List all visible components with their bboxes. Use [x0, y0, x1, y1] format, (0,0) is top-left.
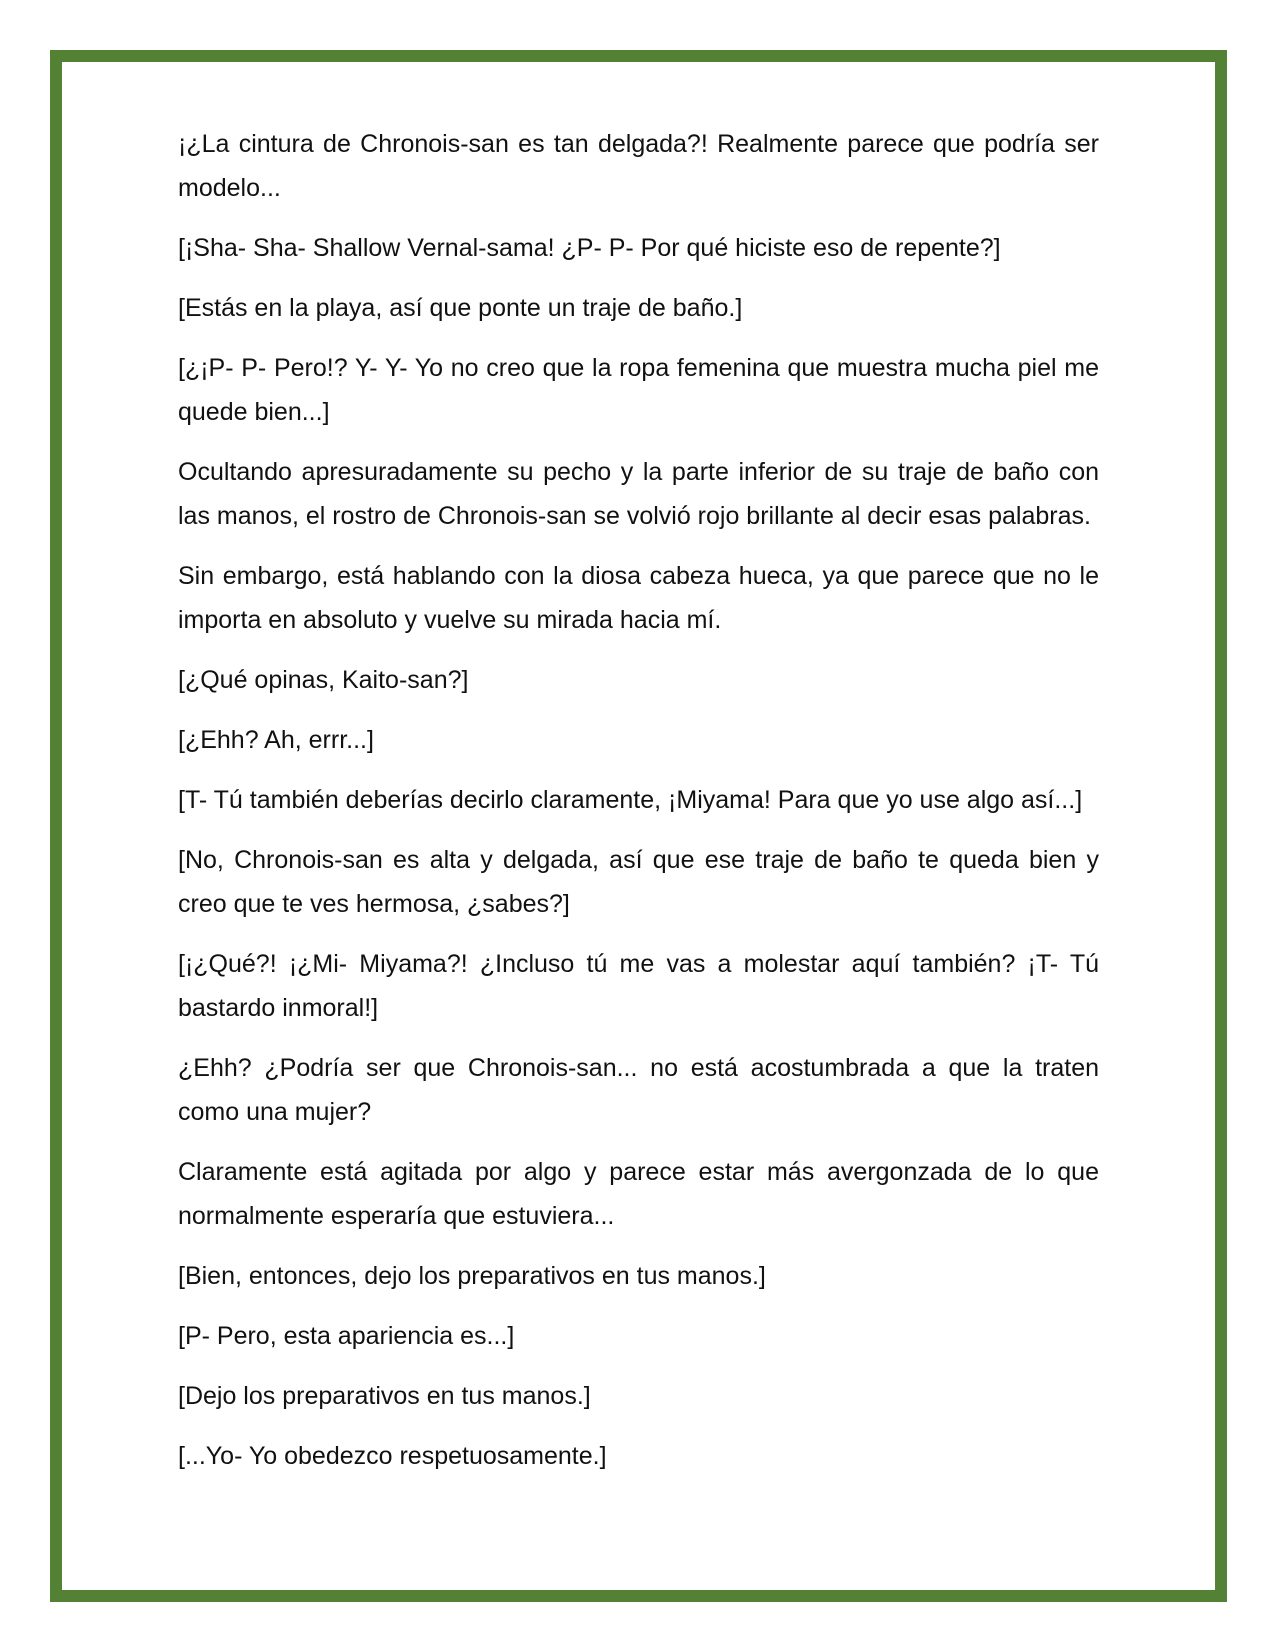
paragraph: Claramente está agitada por algo y parece estar más avergonzada de lo que normalmente esperaría que estuviera... [178, 1158, 1099, 1230]
paragraph: [¡Sha- Sha- Shallow Vernal-sama! ¿P- P- Por qué hiciste eso de repente?] [178, 234, 1001, 262]
paragraph: [¿¡P- P- Pero!? Y- Y- Yo no creo que la ropa femenina que muestra mucha piel me quede bien...] [178, 354, 1099, 426]
paragraph: Ocultando apresuradamente su pecho y la parte inferior de su traje de baño con las manos, el rostro de Chronois-san se volvió rojo brillante al decir esas palabras. [178, 458, 1099, 530]
paragraph: [¿Ehh? Ah, errr...] [178, 726, 374, 754]
paragraph: ¡¿La cintura de Chronois-san es tan delgada?! Realmente parece que podría ser modelo... [178, 130, 1099, 202]
paragraph: [Estás en la playa, así que ponte un traje de baño.] [178, 294, 743, 322]
paragraph: [¿Qué opinas, Kaito-san?] [178, 666, 469, 694]
paragraph: [¡¿Qué?! ¡¿Mi- Miyama?! ¿Incluso tú me vas a molestar aquí también? ¡T- Tú bastardo inmoral!] [178, 950, 1099, 1022]
paragraph: [Dejo los preparativos en tus manos.] [178, 1382, 591, 1410]
paragraph: Sin embargo, está hablando con la diosa cabeza hueca, ya que parece que no le importa en absoluto y vuelve su mirada hacia mí. [178, 562, 1099, 634]
paragraph: [No, Chronois-san es alta y delgada, así que ese traje de baño te queda bien y creo que te ves hermosa, ¿sabes?] [178, 846, 1099, 918]
paragraph: [P- Pero, esta apariencia es...] [178, 1322, 515, 1350]
paragraph: [T- Tú también deberías decirlo claramente, ¡Miyama! Para que yo use algo así...] [178, 786, 1083, 814]
document-body [178, 122, 1099, 1494]
paragraph: ¿Ehh? ¿Podría ser que Chronois-san... no está acostumbrada a que la traten como una mujer? [178, 1054, 1099, 1126]
paragraph: [...Yo- Yo obedezco respetuosamente.] [178, 1442, 607, 1470]
paragraph: [Bien, entonces, dejo los preparativos en tus manos.] [178, 1262, 766, 1290]
